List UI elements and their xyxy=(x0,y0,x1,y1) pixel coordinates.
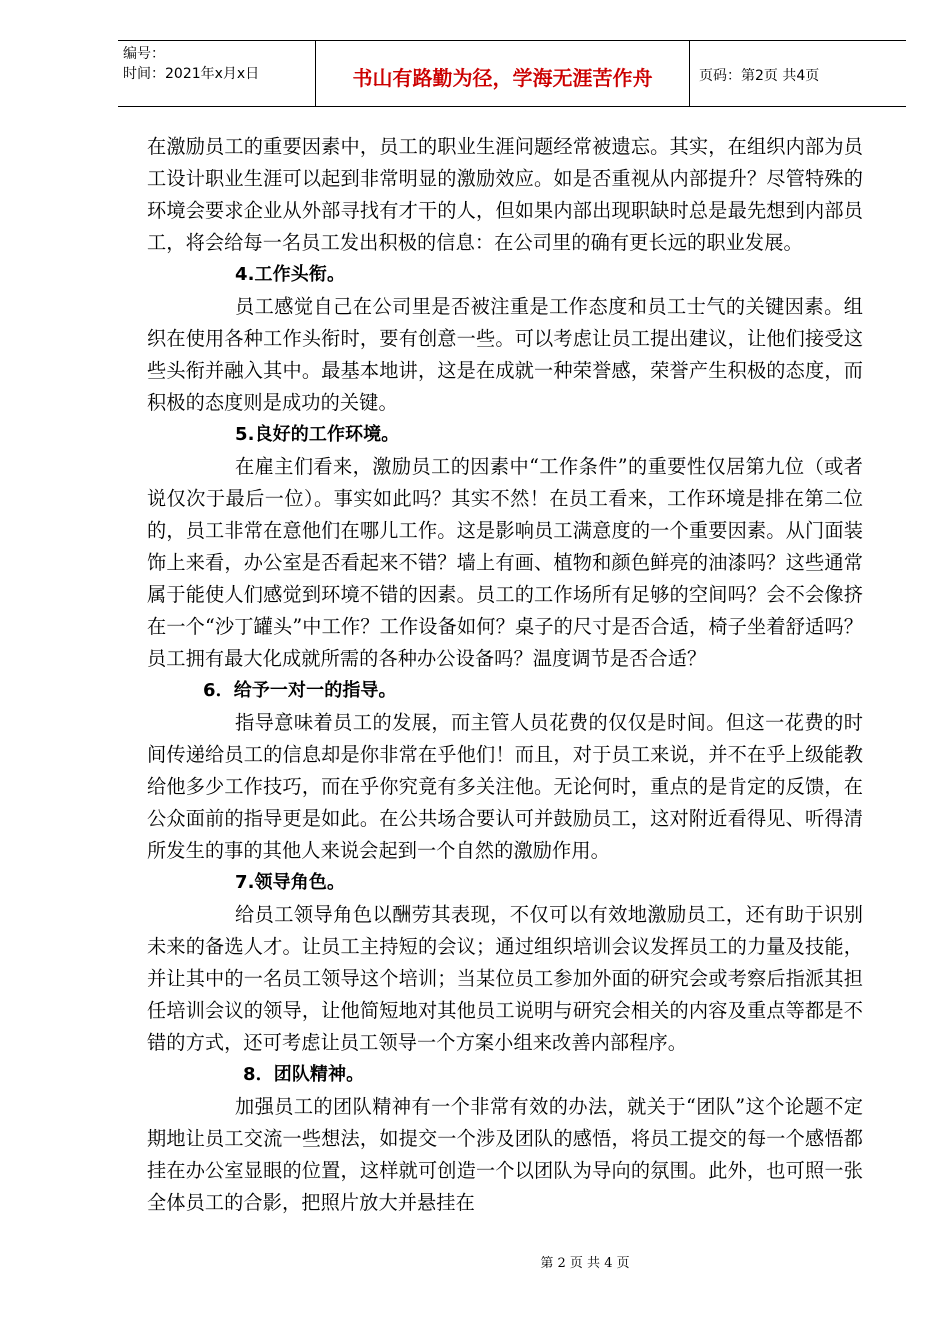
document-header xyxy=(118,40,906,108)
document-body xyxy=(147,131,863,1219)
header-motto: 书山有路勤为径，学海无涯苦作舟 xyxy=(352,66,653,90)
header-top-rule xyxy=(118,40,906,41)
section-heading: 6．给予一对一的指导。 xyxy=(203,680,397,701)
paragraph: 在激励员工的重要因素中，员工的职业生涯问题经常被遗忘。其实，在组织内部为员工设计职业生涯可以起到非常明显的激励效应。如是否重视从内部提升？尽管特殊的环境会要求企业从外部寻找有才干的人，但如果内部出现职缺时总是最先想到内部员工，将会给每一名员工发出积极的信息：在公司里的确有更长远的职业发展。 xyxy=(147,135,863,254)
header-divider xyxy=(689,40,690,107)
header-page-info: 页码：第2页 共4页 xyxy=(699,68,820,84)
paragraph: 员工感觉自己在公司里是否被注重是工作态度和员工士气的关键因素。组织在使用各种工作头衔时，要有创意一些。可以考虑让员工提出建议，让他们接受这些头衔并融入其中。最基本地讲，这是在成就一种荣誉感，荣誉产生积极的态度，而积极的态度则是成功的关键。 xyxy=(147,295,863,414)
header-meta xyxy=(123,44,259,84)
footer-page-number: 第 2 页 共 4 页 xyxy=(540,1256,630,1271)
header-bottom-rule xyxy=(118,106,906,107)
time-label: 时间：2021年x月x日 xyxy=(123,66,260,82)
page-footer xyxy=(0,1252,950,1271)
paragraph: 给员工领导角色以酬劳其表现，不仅可以有效地激励员工，还有助于识别未来的备选人才。让员工主持短的会议；通过组织培训会议发挥员工的力量及技能，并让其中的一名员工领导这个培训；当某位员工参加外面的研究会或考察后指派其担任培训会议的领导，让他简短地对其他员工说明与研究会相关的内容及重点等都是不错的方式，还可考虑让员工领导一个方案小组来改善内部程序。 xyxy=(147,903,863,1054)
section-heading: 4.工作头衔。 xyxy=(235,264,346,285)
section-heading: 7.领导角色。 xyxy=(235,872,346,893)
paragraph: 在雇主们看来，激励员工的因素中“工作条件”的重要性仅居第九位（或者说仅次于最后一位）。事实如此吗？其实不然！在员工看来，工作环境是排在第二位的，员工非常在意他们在哪儿工作。这是影响员工满意度的一个重要因素。从门面装饰上来看，办公室是否看起来不错？墙上有画、植物和颜色鲜亮的油漆吗？这些通常属于能使人们感觉到环境不错的因素。员工的工作场所有足够的空间吗？会不会像挤在一个“沙丁罐头”中工作？工作设备如何？桌子的尺寸是否合适，椅子坐着舒适吗？员工拥有最大化成就所需的各种办公设备吗？温度调节是否合适？ xyxy=(147,455,863,670)
paragraph: 指导意味着员工的发展，而主管人员花费的仅仅是时间。但这一花费的时间传递给员工的信息却是你非常在乎他们！而且，对于员工来说，并不在乎上级能教给他多少工作技巧，而在乎你究竟有多关注他。无论何时，重点的是肯定的反馈，在公众面前的指导更是如此。在公共场合要认可并鼓励员工，这对附近看得见、听得清所发生的事的其他人来说会起到一个自然的激励作用。 xyxy=(147,711,863,862)
section-heading: 5.良好的工作环境。 xyxy=(235,424,400,445)
code-label: 编号： xyxy=(123,46,165,62)
section-heading: 8．团队精神。 xyxy=(243,1064,365,1085)
paragraph: 加强员工的团队精神有一个非常有效的办法，就关于“团队”这个论题不定期地让员工交流一些想法，如提交一个涉及团队的感悟，将员工提交的每一个感悟都挂在办公室显眼的位置，这样就可创造一个以团队为导向的氛围。此外，也可照一张全体员工的合影，把照片放大并悬挂在 xyxy=(147,1095,863,1214)
